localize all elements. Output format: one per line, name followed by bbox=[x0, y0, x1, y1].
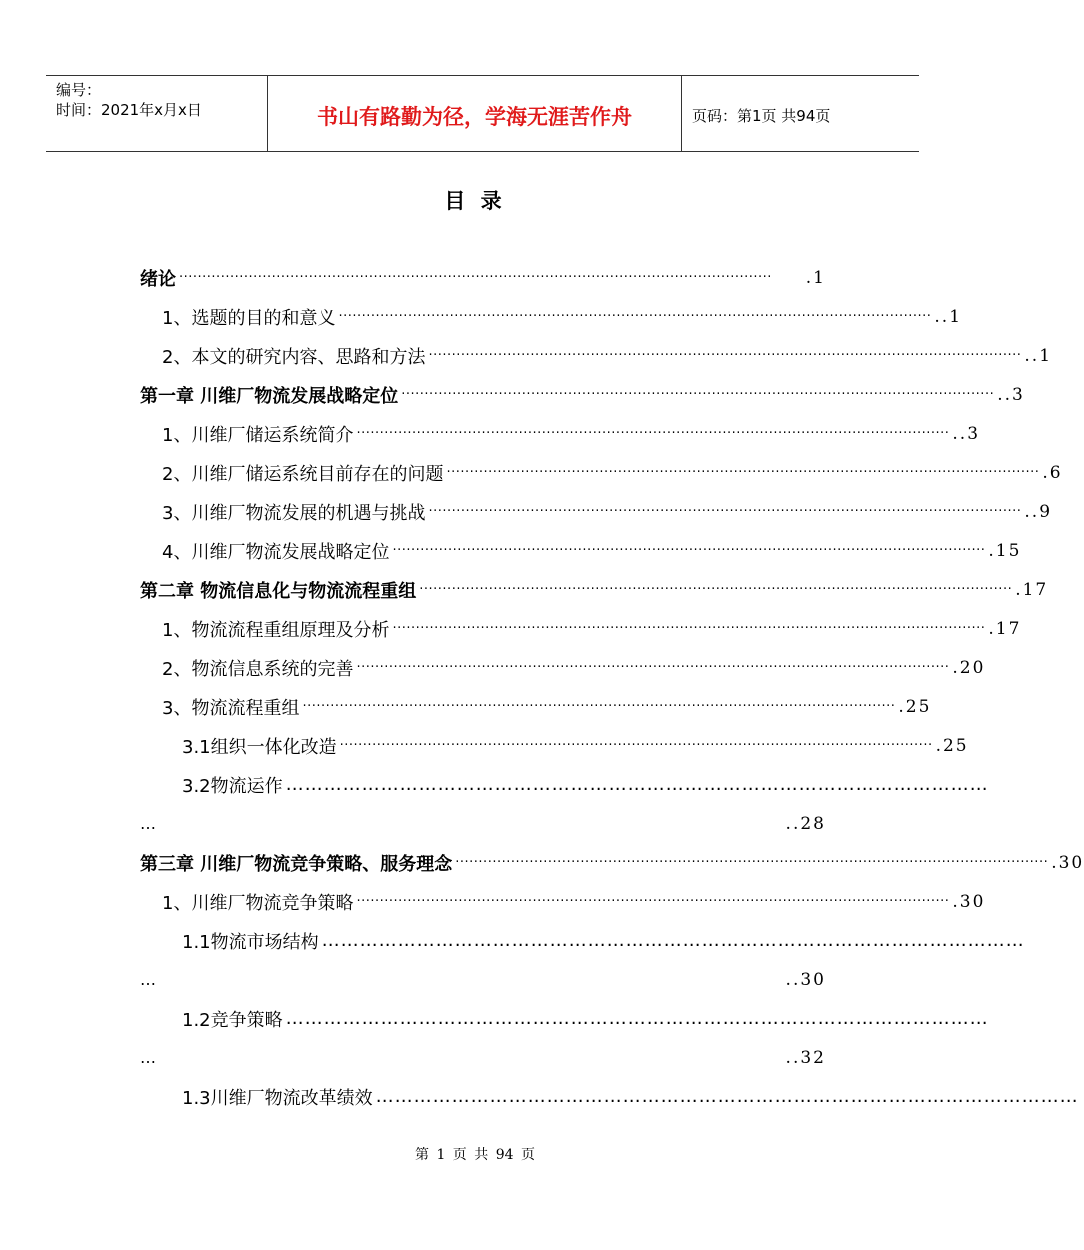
toc-entry-subsection[interactable] bbox=[140, 921, 1025, 960]
toc-leader-dots: ································································································································ bbox=[392, 621, 986, 636]
toc-page-number: ..1 bbox=[934, 306, 963, 327]
header-info-cell bbox=[46, 76, 268, 151]
toc-leader-dots: ································································································································ bbox=[428, 348, 1022, 363]
toc-leader-dots: ································································································································ bbox=[455, 855, 1049, 870]
toc-entry-section[interactable] bbox=[140, 297, 963, 336]
toc-page-number: .25 bbox=[898, 696, 932, 717]
toc-leader-dots: ………………………………………………………………………………………………… bbox=[285, 774, 989, 795]
header-page-cell bbox=[682, 76, 919, 151]
date-label: 时间：2021年x月x日 bbox=[56, 101, 202, 119]
toc-entry-section[interactable] bbox=[140, 648, 986, 687]
toc-entry-section[interactable] bbox=[140, 687, 932, 726]
toc-entry-label: 3、川维厂物流发展的机遇与挑战 bbox=[162, 502, 426, 524]
toc-entry-continuation bbox=[140, 804, 824, 843]
toc-entry-label: 1.1物流市场结构 bbox=[182, 931, 319, 953]
toc-page-number: ..3 bbox=[997, 384, 1025, 405]
toc-leader-dots: ································································································································ bbox=[339, 738, 933, 753]
toc-page-number: .20 bbox=[952, 657, 986, 678]
toc-entry-label: 3、物流流程重组 bbox=[162, 697, 300, 719]
toc-leader-dots: ································································································································ bbox=[302, 699, 896, 714]
toc-leader-dots: ………………………………………………………………………………………………… bbox=[321, 930, 1025, 951]
toc-entry-section[interactable] bbox=[140, 453, 1063, 492]
toc-entry-section[interactable] bbox=[140, 492, 1053, 531]
toc-entry-label: 3.2物流运作 bbox=[182, 775, 283, 797]
toc-entry-label: 2、川维厂储运系统目前存在的问题 bbox=[162, 463, 444, 485]
toc-leader-dots: ································································································································ bbox=[356, 660, 950, 675]
toc-entry-section[interactable] bbox=[140, 609, 1022, 648]
toc-entry-subsection[interactable] bbox=[140, 765, 989, 804]
toc-entry-section[interactable] bbox=[140, 531, 1022, 570]
toc-page-number: ..1 bbox=[1024, 345, 1053, 366]
toc-title: 目 录 bbox=[444, 188, 506, 213]
toc-entry-continuation bbox=[140, 960, 824, 999]
toc-page-number: .6 bbox=[1042, 462, 1063, 483]
toc-entry-label: 2、物流信息系统的完善 bbox=[162, 658, 354, 680]
toc-entry-label: 绪论 bbox=[140, 268, 176, 290]
table-of-contents bbox=[140, 258, 1084, 1116]
toc-page-number: ..9 bbox=[1024, 501, 1053, 522]
toc-entry-continuation bbox=[140, 1038, 824, 1077]
toc-leader-dots: ································································································································ bbox=[356, 426, 950, 441]
page-footer: 第 1 页 共 94 页 bbox=[415, 1147, 535, 1163]
toc-leader-dots: ································································································································ bbox=[356, 894, 950, 909]
toc-leader-dots: ································································································································ bbox=[179, 270, 772, 285]
toc-leader-dots: ································································································································ bbox=[338, 309, 932, 324]
toc-entry-label: 1、选题的目的和意义 bbox=[162, 307, 336, 329]
toc-entry-subsection[interactable] bbox=[140, 1077, 1079, 1116]
toc-entry-section[interactable] bbox=[140, 336, 1053, 375]
toc-continuation-dots: … bbox=[140, 814, 156, 833]
toc-entry-label: 2、本文的研究内容、思路和方法 bbox=[162, 346, 426, 368]
toc-entry-subsection[interactable] bbox=[140, 726, 969, 765]
toc-leader-dots: ································································································································ bbox=[446, 465, 1040, 480]
toc-page-number: ..30 bbox=[785, 969, 826, 990]
page-info: 页码：第1页 共94页 bbox=[692, 107, 831, 125]
toc-page-number: .17 bbox=[1015, 579, 1049, 600]
toc-page-number: .30 bbox=[952, 891, 986, 912]
toc-page-number: .1 bbox=[805, 267, 826, 288]
page-header bbox=[46, 75, 919, 152]
toc-entry-label: 1、川维厂物流竞争策略 bbox=[162, 892, 354, 914]
toc-entry-section[interactable] bbox=[140, 414, 981, 453]
toc-entry-label: 第一章 川维厂物流发展战略定位 bbox=[140, 385, 399, 407]
toc-page-number: .17 bbox=[988, 618, 1022, 639]
toc-continuation-dots: … bbox=[140, 1048, 156, 1067]
toc-entry-chapter-2[interactable] bbox=[140, 570, 1049, 609]
toc-entry-label: 3.1组织一体化改造 bbox=[182, 736, 337, 758]
toc-entry-label: 第二章 物流信息化与物流流程重组 bbox=[140, 580, 417, 602]
toc-leader-dots: ………………………………………………………………………………………………… bbox=[285, 1008, 989, 1029]
toc-entry-chapter-1[interactable] bbox=[140, 375, 1025, 414]
toc-leader-dots: ………………………………………………………………………………………………… bbox=[375, 1086, 1079, 1107]
toc-entry-section[interactable] bbox=[140, 882, 986, 921]
toc-leader-dots: ································································································································ bbox=[419, 582, 1013, 597]
toc-continuation-dots: … bbox=[140, 970, 156, 989]
toc-page-number: .30 bbox=[1051, 852, 1084, 873]
toc-entry-label: 4、川维厂物流发展战略定位 bbox=[162, 541, 390, 563]
toc-entry-introduction[interactable] bbox=[140, 258, 824, 297]
toc-leader-dots: ································································································································ bbox=[428, 504, 1022, 519]
serial-number-label: 编号： bbox=[56, 81, 102, 99]
toc-entry-label: 1.3川维厂物流改革绩效 bbox=[182, 1087, 373, 1109]
toc-page-number: ..32 bbox=[785, 1047, 826, 1068]
toc-page-number: .25 bbox=[935, 735, 969, 756]
toc-page-number: ..3 bbox=[952, 423, 981, 444]
toc-entry-label: 第三章 川维厂物流竞争策略、服务理念 bbox=[140, 853, 453, 875]
toc-entry-subsection[interactable] bbox=[140, 999, 989, 1038]
header-motto-cell bbox=[268, 76, 682, 151]
toc-page-number: ..28 bbox=[785, 813, 826, 834]
toc-entry-label: 1.2竞争策略 bbox=[182, 1009, 283, 1031]
toc-leader-dots: ································································································································ bbox=[401, 387, 995, 402]
toc-entry-label: 1、物流流程重组原理及分析 bbox=[162, 619, 390, 641]
toc-entry-chapter-3[interactable] bbox=[140, 843, 1084, 882]
motto-text: 书山有路勤为径，学海无涯苦作舟 bbox=[317, 105, 632, 129]
toc-leader-dots: ································································································································ bbox=[392, 543, 986, 558]
toc-entry-label: 1、川维厂储运系统简介 bbox=[162, 424, 354, 446]
toc-page-number: .15 bbox=[988, 540, 1022, 561]
